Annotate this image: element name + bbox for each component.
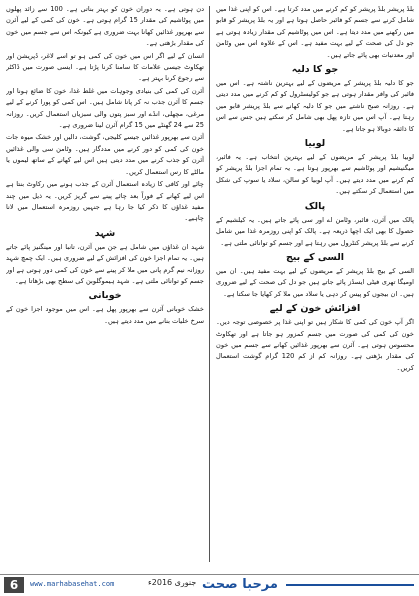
- paragraph: السی کے بیج بلڈ پریشر کے مریضوں کے لیے بہت مفید ہیں۔ ان میں اومیگا تھری فیٹی ایسڈز پائے جاتے ہیں جو دل کی صحت کے لیے ضروری ہیں۔ ان بیجوں کو پیس کر دہی یا سلاد میں ملا کر کھایا جا سکتا ہے۔: [216, 266, 414, 298]
- section-heading: جو کا دلیہ: [291, 64, 339, 76]
- paragraph: بلڈ پریشر بلڈ پریشر کو کم کرنے میں مدد کرتا ہے۔ اس کو اپنی غذا میں شامل کرنے سے جسم کو فائبر حاصل ہوتا ہے اور یہ بلڈ پریشر کو قابو میں رکھنے میں مدد دیتا ہے۔ اس میں پوٹاشیم کی مقدار زیادہ ہوتی ہے جو دل کی صحت کے لیے بہت مفید ہے۔ اس کے علاوہ اس میں وٹامن اور معدنیات بھی پائے جاتے ہیں۔: [216, 5, 414, 59]
- page-footer: [0, 574, 419, 596]
- paragraph: اگر آپ خون کی کمی کا شکار ہیں تو اپنی غذا پر خصوصی توجہ دیں۔ خون کی کمی کی صورت میں جسم کمزور ہو جاتا ہے اور تھکاوٹ محسوس ہوتی ہے۔ آئرن سے بھرپور غذائیں کھانے سے جسم میں خون کی مقدار بڑھتی ہے۔ روزانہ کم از کم 120 گرام گوشت استعمال کریں۔: [216, 318, 414, 372]
- footer-rule: [286, 584, 414, 586]
- issue-date: جنوری 2016ء: [148, 578, 197, 587]
- paragraph: شہد ان غذاؤں میں شامل ہے جن میں آئرن، تانبا اور مینگنیز پائے جاتے ہیں۔ یہ تمام اجزا خون کی افزائش کے لیے ضروری ہیں۔ ایک چمچ شہد روزانہ نیم گرم پانی میں ملا کر پینے سے خون کی کمی دور ہوتی ہے اور جسم کو توانائی ملتی ہے۔ شہد ہیموگلوبن کی سطح بھی بڑھاتا ہے۔: [6, 242, 204, 285]
- magazine-logo: مرحبا صحت: [202, 577, 278, 592]
- website-link[interactable]: www.marhabasehat.com: [30, 580, 115, 588]
- paragraph: آئرن سے بھرپور غذائیں جیسے کلیجی، گوشت، دالیں اور خشک میوہ جات خون کی کمی کو دور کرنے میں مددگار ہیں۔ وٹامن سی والی غذائیں آئرن کو جذب کرنے میں مدد دیتی ہیں اس لیے کھانے کے ساتھ لیموں یا مالٹے کا رس استعمال کریں۔: [6, 133, 204, 176]
- section-heading: افزائش خون کے لیے: [269, 303, 361, 315]
- left-column: [6, 4, 204, 566]
- page-number: 6: [4, 577, 24, 593]
- section-heading: پالک: [304, 200, 326, 212]
- paragraph: آئرن کی کمی کی بنیادی وجوہات میں غلط غذا، خون کا ضائع ہونا اور جسم کا آئرن جذب نہ کر پانا شامل ہیں۔ اس کمی کو پورا کرنے کے لیے مرغی، مچھلی، انڈے اور سبز پتوں والی سبزیاں استعمال کریں۔ روزانہ 25 سے 24 گھنٹے میں 15 گرام آئرن لینا ضروری ہے۔: [6, 86, 204, 130]
- paragraph: دن ہوتی ہے۔ یہ دوران خون کو بہتر بناتی ہے۔ 100 سے زائد پھلوں میں پوٹاشیم کی مقدار 15 گرام ہوتی ہے۔ خون کی کمی کے لیے آئرن سے بھرپور غذائیں کھانا بہت ضروری ہے کیونکہ اس سے جسم میں خون کی مقدار بڑھتی ہے۔: [6, 5, 204, 48]
- right-column: [216, 4, 414, 566]
- paragraph: لوبیا بلڈ پریشر کے مریضوں کے لیے بہترین انتخاب ہے۔ یہ فائبر، میگنیشیم اور پوٹاشیم سے بھرپور ہوتا ہے۔ یہ تمام اجزا بلڈ پریشر کو کم کرنے میں مدد دیتے ہیں۔ آپ لوبیا کو سالن، سلاد یا سوپ کی شکل میں استعمال کر سکتے ہیں۔: [216, 153, 414, 196]
- section-heading: لوبیا: [304, 138, 326, 150]
- section-heading: شہد: [94, 227, 116, 239]
- section-heading: خوبانی: [88, 290, 122, 302]
- paragraph: چائے اور کافی کا زیادہ استعمال آئرن کے جذب ہونے میں رکاوٹ بنتا ہے اس لیے کھانے کے فوراً بعد چائے پینے سے گریز کریں۔ یہ ذیل میں چند مفید غذاؤں کا ذکر کیا جا رہا ہے جنہیں روزمرہ استعمال میں لانا چاہیے۔: [6, 180, 204, 223]
- section-heading: السی کے بیج: [285, 251, 345, 263]
- paragraph: خشک خوبانی آئرن سے بھرپور پھل ہے۔ اس میں موجود اجزا خون کے سرخ خلیات بنانے میں مدد دیتے ہیں۔: [6, 305, 204, 325]
- paragraph: جو کا دلیہ بلڈ پریشر کے مریضوں کے لیے بہترین ناشتہ ہے۔ اس میں فائبر کی وافر مقدار ہوتی ہے جو کولیسٹرول کو کم کرنے میں مدد دیتی ہے۔ روزانہ صبح ناشتے میں جو کا دلیہ کھانے سے بلڈ پریشر قابو میں رہتا ہے۔ آپ اس میں تازہ پھل بھی شامل کر سکتے ہیں جس سے اس کا ذائقہ دوبالا ہو جاتا ہے۔: [216, 79, 414, 133]
- column-divider: [209, 6, 210, 562]
- paragraph: انسان کے لیے اگر اس میں خون کی کمی ہو تو اسے لاغر، ڈپریشن اور تھکاوٹ جیسی علامات کا سامنا کرنا پڑتا ہے۔ ایسی صورت میں ڈاکٹر سے رجوع کرنا بہتر ہے۔: [6, 51, 204, 83]
- paragraph: پالک میں آئرن، فائبر، وٹامن اے اور سی پائے جاتے ہیں۔ یہ کیلشیم کے حصول کا بھی ایک اچھا ذریعہ ہے۔ پالک کو اپنی روزمرہ غذا میں شامل کرنے سے بلڈ پریشر کنٹرول میں رہتا ہے اور جسم کو توانائی ملتی ہے۔: [216, 215, 414, 247]
